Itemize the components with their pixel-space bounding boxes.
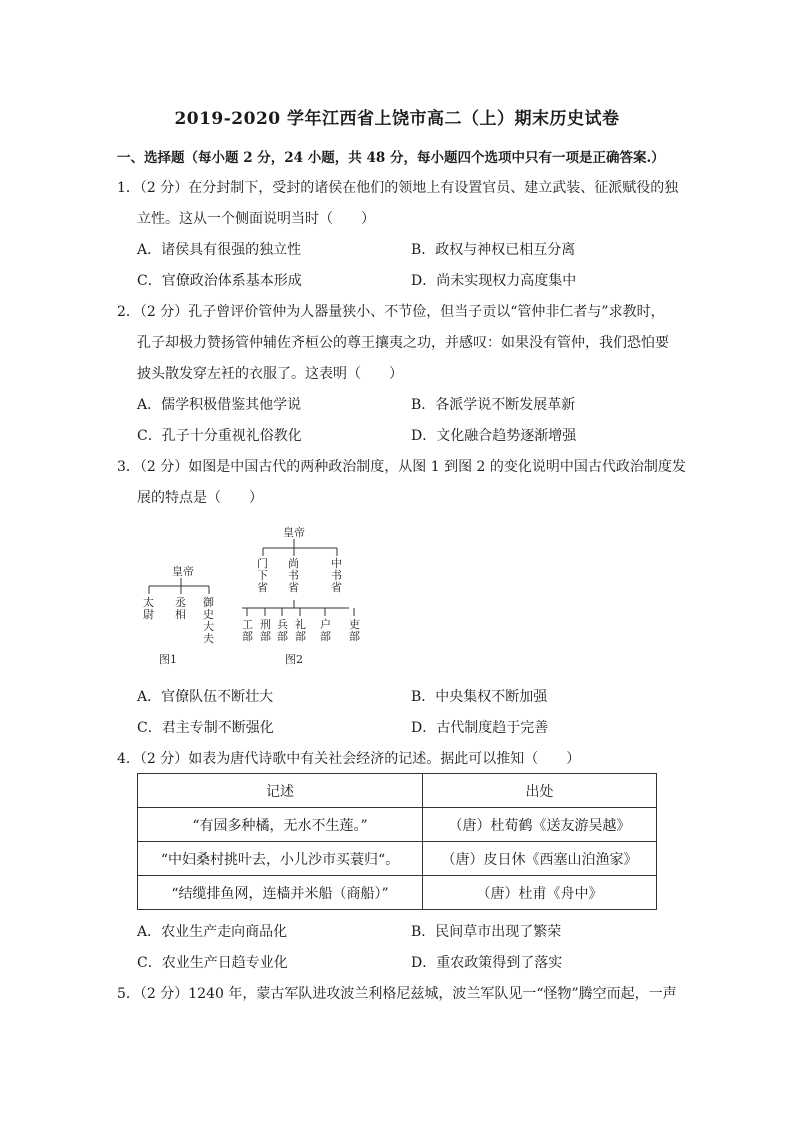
q4-option-b[interactable]: B．民间草市出现了繁荣 bbox=[411, 924, 562, 940]
table-cell-record: “中妇桑村挑叶去，小儿沙市买蓑归“。 bbox=[138, 842, 423, 876]
fig2-sheng-node: 尚书省 bbox=[288, 557, 299, 594]
table-row bbox=[138, 876, 657, 910]
table-cell-record: “有园多种橘，无水不生莲。” bbox=[138, 808, 423, 842]
q2-option-b[interactable]: B．各派学说不断发展革新 bbox=[411, 397, 576, 413]
fig2-bu-node: 兵部 bbox=[277, 618, 288, 643]
fig2-bu-node: 刑部 bbox=[260, 618, 271, 643]
table-row bbox=[138, 808, 657, 842]
fig2-bu-node: 工部 bbox=[242, 618, 253, 643]
table-header-source: 出处 bbox=[423, 774, 657, 808]
q2-stem-line3: 披头散发穿左衽的衣服了。这表明（ ） bbox=[137, 366, 403, 382]
fig1-node: 太尉 bbox=[143, 596, 154, 621]
q2-option-d[interactable]: D．文化融合趋势逐渐增强 bbox=[411, 428, 577, 444]
fig2-bu-node: 吏部 bbox=[349, 618, 360, 643]
q4-option-c[interactable]: C．农业生产日趋专业化 bbox=[137, 955, 288, 971]
fig2-sheng-node: 门下省 bbox=[257, 557, 268, 594]
q3-option-c[interactable]: C．君主专制不断强化 bbox=[137, 720, 274, 736]
fig2-bu-node: 礼部 bbox=[295, 618, 306, 643]
table-header-record: 记述 bbox=[138, 774, 423, 808]
table-cell-source: （唐）杜甫《舟中》 bbox=[423, 876, 657, 910]
q1-stem-line1: 1．（2 分）在分封制下，受封的诸侯在他们的领地上有设置官员、建立武装、征派赋役的独 bbox=[117, 180, 679, 196]
table-cell-source: （唐）皮日休《西塞山泊渔家》 bbox=[423, 842, 657, 876]
q4-table bbox=[137, 773, 657, 910]
fig1-emperor: 皇帝 bbox=[172, 565, 194, 578]
q2-option-c[interactable]: C．孔子十分重视礼俗教化 bbox=[137, 428, 302, 444]
q2-stem-line1: 2．（2 分）孔子曾评价管仲为人器量狭小、不节俭，但当子贡以“管仲非仁者与”求教时， bbox=[117, 304, 665, 320]
table-row bbox=[138, 842, 657, 876]
q3-option-a[interactable]: A．官僚队伍不断壮大 bbox=[137, 689, 274, 705]
fig2-sheng-node: 中书省 bbox=[331, 557, 342, 594]
q1-stem-line2: 立性。这从一个侧面说明当时（ ） bbox=[137, 211, 375, 227]
q1-option-c[interactable]: C．官僚政治体系基本形成 bbox=[137, 273, 302, 289]
q1-option-b[interactable]: B．政权与神权已相互分离 bbox=[411, 242, 576, 258]
section-heading: 一、选择题（每小题 2 分，24 小题，共 48 分，每小题四个选项中只有一项是正确答案.） bbox=[117, 150, 665, 166]
q3-stem-line2: 展的特点是（ ） bbox=[137, 490, 263, 506]
q3-option-b[interactable]: B．中央集权不断加强 bbox=[411, 689, 548, 705]
q5-stem-line1: 5．（2 分）1240 年，蒙古军队进攻波兰利格尼兹城，波兰军队见一“怪物”腾空而起，一声 bbox=[117, 986, 677, 1002]
q2-option-a[interactable]: A．儒学积极借鉴其他学说 bbox=[137, 397, 302, 413]
table-cell-record: “结缆排鱼网，连樯并米船（商船）” bbox=[138, 876, 423, 910]
q4-option-a[interactable]: A．农业生产走向商品化 bbox=[137, 924, 288, 940]
q1-option-d[interactable]: D．尚未实现权力高度集中 bbox=[411, 273, 577, 289]
q3-stem-line1: 3．（2 分）如图是中国古代的两种政治制度，从图 1 到图 2 的变化说明中国古代政治制度发 bbox=[117, 459, 686, 475]
table-header-row bbox=[138, 774, 657, 808]
fig1-node: 御史大夫 bbox=[203, 596, 214, 645]
fig1-caption: 图1 bbox=[159, 653, 177, 666]
q4-option-d[interactable]: D．重农政策得到了落实 bbox=[411, 955, 563, 971]
table-cell-source: （唐）杜荀鹤《送友游吴越》 bbox=[423, 808, 657, 842]
fig2-emperor: 皇帝 bbox=[283, 526, 305, 539]
q1-option-a[interactable]: A．诸侯具有很强的独立性 bbox=[137, 242, 302, 258]
fig2-caption: 图2 bbox=[285, 653, 303, 666]
q4-stem-line1: 4．（2 分）如表为唐代诗歌中有关社会经济的记述。据此可以推知（ ） bbox=[117, 751, 581, 767]
exam-title: 2019-2020 学年江西省上饶市高二（上）期末历史试卷 bbox=[174, 109, 620, 129]
fig2-bu-node: 户部 bbox=[320, 618, 331, 643]
q3-option-d[interactable]: D．古代制度趋于完善 bbox=[411, 720, 549, 736]
government-structure-diagram bbox=[137, 520, 377, 670]
fig1-node: 丞相 bbox=[175, 596, 186, 621]
q2-stem-line2: 孔子却极力赞扬管仲辅佐齐桓公的尊王攘夷之功，并感叹：如果没有管仲，我们恐怕要 bbox=[137, 335, 669, 351]
